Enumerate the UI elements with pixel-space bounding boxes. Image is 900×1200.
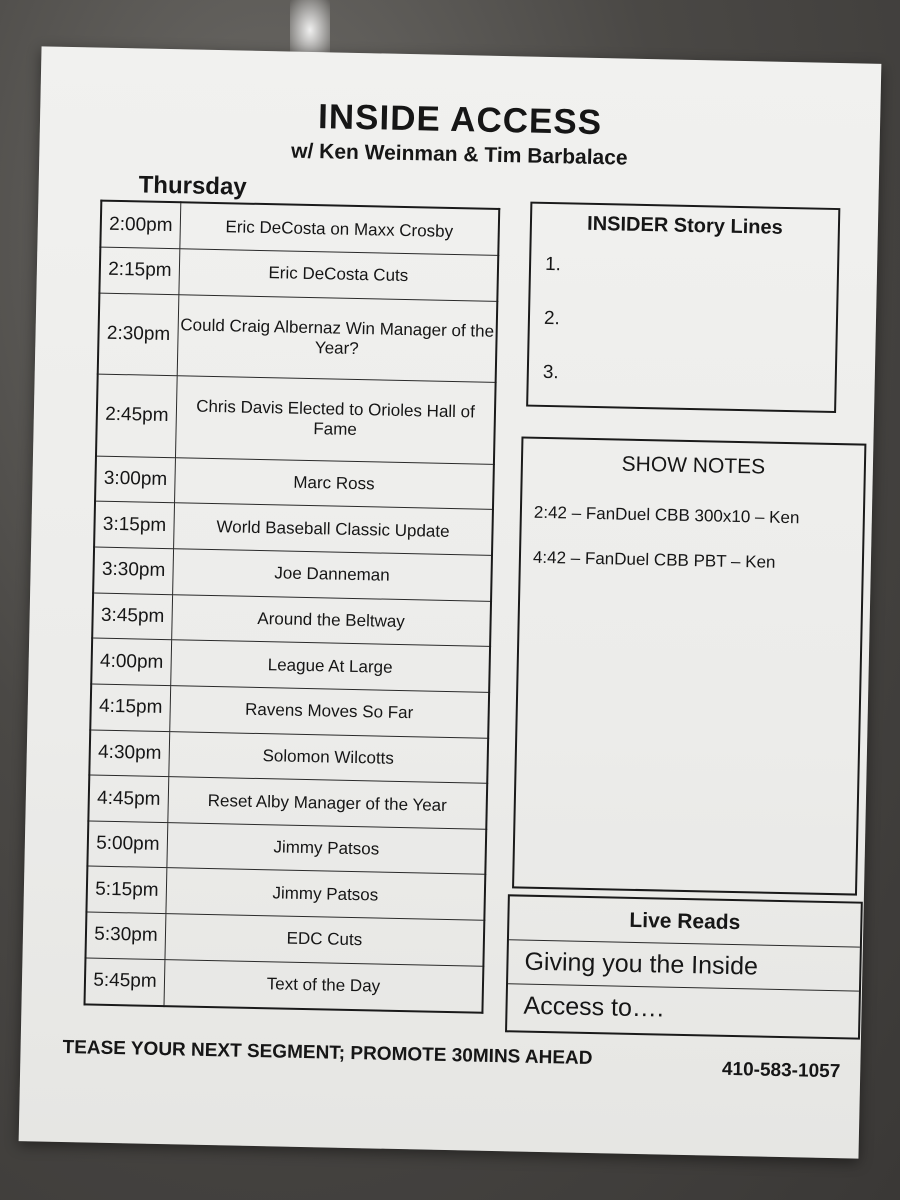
schedule-topic: Joe Danneman — [173, 549, 492, 601]
story-lines-heading: INSIDER Story Lines — [586, 212, 783, 239]
show-title: INSIDE ACCESS — [317, 97, 603, 143]
schedule-time: 4:00pm — [91, 638, 171, 685]
schedule-row — [95, 456, 494, 510]
schedule-topic: Ravens Moves So Far — [170, 686, 489, 738]
schedule-time: 3:00pm — [95, 456, 175, 503]
schedule-topic: Reset Alby Manager of the Year — [168, 777, 487, 829]
schedule-topic: Eric DeCosta on Maxx Crosby — [180, 202, 499, 255]
schedule-time: 2:30pm — [98, 293, 179, 376]
show-hosts: w/ Ken Weinman & Tim Barbalace — [290, 139, 628, 170]
schedule-time: 4:30pm — [89, 730, 169, 777]
show-note-item: 2:42 – FanDuel CBB 300x10 – Ken — [533, 502, 800, 528]
schedule-time: 2:00pm — [100, 201, 180, 249]
schedule-row — [96, 374, 496, 464]
schedule-row — [88, 775, 487, 829]
schedule-topic: Around the Beltway — [172, 594, 491, 646]
schedule-row — [93, 547, 492, 601]
schedule-topic: EDC Cuts — [165, 914, 484, 966]
schedule-topic: League At Large — [171, 640, 490, 692]
show-notes-heading: SHOW NOTES — [621, 452, 766, 479]
schedule-row — [92, 593, 491, 647]
schedule-topic: Eric DeCosta Cuts — [179, 249, 498, 301]
schedule-row — [90, 684, 489, 738]
story-line-number: 2. — [543, 307, 561, 330]
schedule-row — [85, 912, 484, 966]
schedule-topic: Jimmy Patsos — [166, 868, 485, 920]
live-reads-box — [505, 894, 863, 1039]
schedule-row — [98, 293, 498, 383]
rundown-sheet — [19, 46, 882, 1158]
schedule-time: 4:15pm — [90, 684, 170, 731]
live-reads-heading: Live Reads — [509, 896, 861, 947]
schedule-row — [86, 866, 485, 920]
schedule-topic: Solomon Wilcotts — [169, 731, 488, 783]
story-line-number: 1. — [544, 253, 562, 276]
show-notes-box — [512, 436, 866, 895]
schedule-row — [99, 247, 498, 301]
schedule-topic: Could Craig Albernaz Win Manager of the Year? — [177, 295, 497, 383]
schedule-topic: Chris Davis Elected to Orioles Hall of Fame — [175, 376, 495, 464]
schedule-topic: World Baseball Classic Update — [174, 503, 493, 555]
schedule-row — [100, 201, 499, 256]
schedule-time: 4:45pm — [88, 775, 168, 822]
schedule-time: 2:45pm — [96, 374, 177, 457]
phone-number: 410-583-1057 — [721, 1058, 841, 1083]
show-note-item: 4:42 – FanDuel CBB PBT – Ken — [532, 547, 776, 572]
story-lines-box — [526, 202, 840, 413]
footer-instruction: TEASE YOUR NEXT SEGMENT; PROMOTE 30MINS AHEAD — [62, 1036, 593, 1070]
schedule-time: 5:15pm — [86, 866, 166, 913]
schedule-time: 2:15pm — [99, 247, 179, 294]
schedule-row — [85, 958, 484, 1013]
schedule-row — [87, 821, 486, 875]
schedule-time: 5:30pm — [85, 912, 165, 959]
schedule-row — [91, 638, 490, 692]
schedule-time: 3:30pm — [93, 547, 173, 594]
schedule-row — [89, 730, 488, 784]
schedule-row — [94, 501, 493, 555]
schedule-time: 5:45pm — [85, 958, 165, 1006]
schedule-time: 3:45pm — [92, 593, 172, 640]
schedule-time: 5:00pm — [87, 821, 167, 868]
schedule-time: 3:15pm — [94, 501, 174, 548]
live-read-line: Giving you the Inside — [508, 940, 860, 991]
live-read-line: Access to…. — [523, 991, 665, 1023]
story-line-number: 3. — [542, 361, 559, 384]
schedule-table — [83, 200, 500, 1014]
schedule-topic: Marc Ross — [175, 457, 494, 509]
schedule-topic: Text of the Day — [164, 959, 483, 1012]
day-label: Thursday — [138, 171, 247, 201]
schedule-topic: Jimmy Patsos — [167, 822, 486, 874]
